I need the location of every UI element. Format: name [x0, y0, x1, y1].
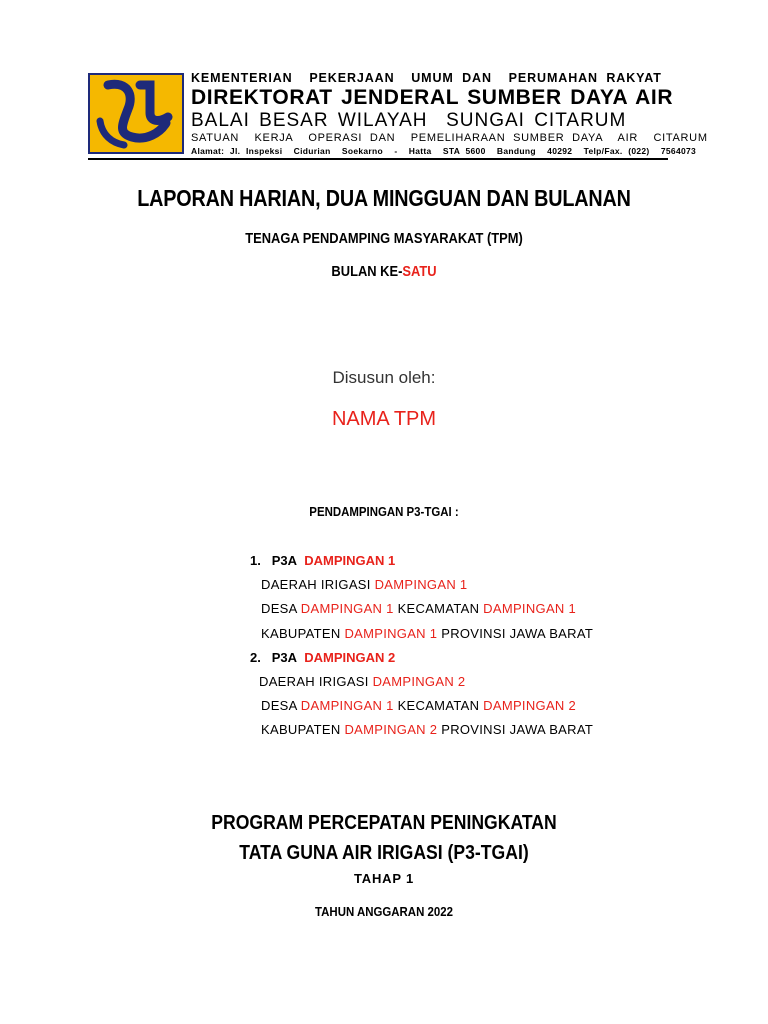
- assistance-1-irrigation-label: DAERAH IRIGASI: [261, 577, 375, 592]
- ministry-name: KEMENTERIAN PEKERJAAN UMUM DAN PERUMAHAN RAKYAT: [191, 71, 662, 85]
- report-month: [54, 263, 714, 280]
- assistance-2-village: [261, 698, 576, 713]
- assistance-1-p3a-value: DAMPINGAN 1: [304, 553, 396, 568]
- assistance-2-regency-value: DAMPINGAN 2: [344, 722, 438, 737]
- assistance-2-irrigation: [259, 674, 465, 689]
- directorate-name: DIREKTORAT JENDERAL SUMBER DAYA AIR: [191, 86, 674, 109]
- program-title-line-1: PROGRAM PERCEPATAN PENINGKATAN: [211, 812, 557, 834]
- prepared-by-label: Disusun oleh:: [332, 368, 436, 387]
- report-subtitle: TENAGA PENDAMPING MASYARAKAT (TPM): [245, 230, 523, 247]
- assistance-1-irrigation: [261, 577, 467, 592]
- assistance-2-p3a-label: P3A: [271, 650, 297, 665]
- assistance-1-district-value: DAMPINGAN 1: [483, 601, 577, 616]
- assistance-1-village-label: DESA: [261, 601, 301, 616]
- assistance-2-province: PROVINSI JAWA BARAT: [437, 722, 594, 737]
- assistance-2-regency-label: KABUPATEN: [261, 722, 345, 737]
- assistance-1-irrigation-value: DAMPINGAN 1: [374, 577, 468, 592]
- assistance-1-village-value: DAMPINGAN 1: [300, 601, 394, 616]
- author-name: NAMA TPM: [331, 408, 437, 430]
- header-divider: [88, 158, 668, 160]
- ministry-logo: [88, 73, 184, 154]
- assistance-1-p3a-label: P3A: [271, 553, 297, 568]
- assistance-1-regency-label: KABUPATEN: [261, 626, 345, 641]
- work-unit-name: SATUAN KERJA OPERASI DAN PEMELIHARAAN SUMBER DAYA AIR CITARUM: [191, 132, 708, 144]
- assistance-1-province: PROVINSI JAWA BARAT: [437, 626, 594, 641]
- assistance-2-district-label: KECAMATAN: [393, 698, 484, 713]
- assistance-2-irrigation-label: DAERAH IRIGASI: [259, 674, 373, 689]
- program-stage: TAHAP 1: [353, 871, 415, 886]
- month-value: SATU: [402, 263, 437, 280]
- month-label: BULAN KE-: [331, 263, 403, 280]
- assistance-2-regency: [261, 722, 593, 737]
- fiscal-year: TAHUN ANGGARAN 2022: [315, 904, 453, 919]
- assistance-2-district-value: DAMPINGAN 2: [483, 698, 577, 713]
- assistance-1-village: [261, 601, 576, 616]
- program-title-line-2: TATA GUNA AIR IRIGASI (P3-TGAI): [239, 842, 529, 864]
- header-address: Alamat: Jl. Inspeksi Cidurian Soekarno - Hatta STA 5600 Bandung 40292 Telp/Fax. (022) 7564073: [191, 146, 697, 156]
- assistance-2-header: [250, 650, 395, 665]
- assistance-1-regency: [261, 626, 593, 641]
- assistance-2-p3a-value: DAMPINGAN 2: [304, 650, 396, 665]
- assistance-1-header: [250, 553, 395, 568]
- assistance-1-regency-value: DAMPINGAN 1: [344, 626, 438, 641]
- assistance-1-district-label: KECAMATAN: [393, 601, 484, 616]
- report-title: LAPORAN HARIAN, DUA MINGGUAN DAN BULANAN: [137, 185, 631, 211]
- assistance-heading: PENDAMPINGAN P3-TGAI :: [309, 504, 459, 519]
- assistance-2-irrigation-value: DAMPINGAN 2: [372, 674, 466, 689]
- assistance-2-village-value: DAMPINGAN 1: [300, 698, 394, 713]
- assistance-2-number: 2.: [250, 650, 261, 665]
- balai-name: BALAI BESAR WILAYAH SUNGAI CITARUM: [191, 110, 627, 131]
- assistance-2-village-label: DESA: [261, 698, 301, 713]
- assistance-1-number: 1.: [250, 553, 261, 568]
